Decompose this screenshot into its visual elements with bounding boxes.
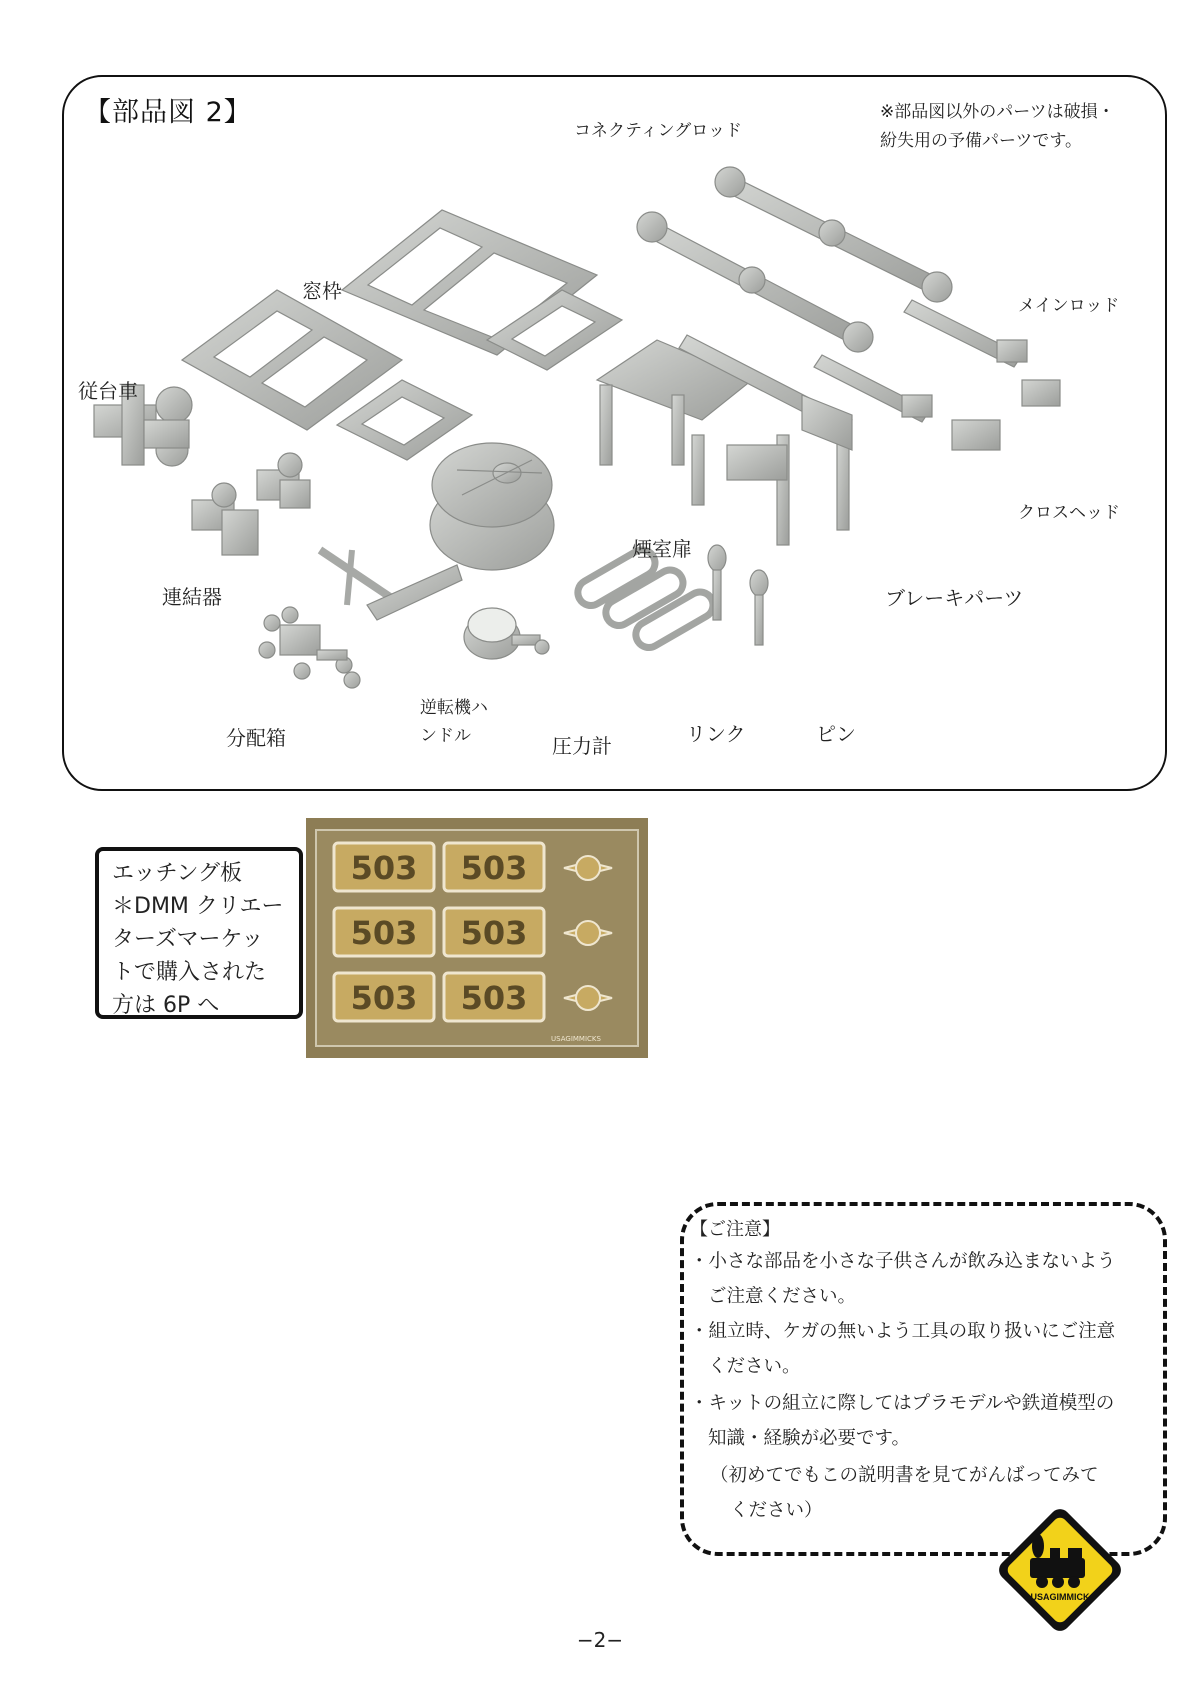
caution-line-2: ご注意ください。: [708, 1286, 857, 1307]
caution-line-5: ・キットの組立に際してはプラモデルや鉄道模型の: [690, 1393, 1115, 1414]
spare-parts-note-line1: ※部品図以外のパーツは破損・: [880, 102, 1115, 122]
usagimmick-logo: [990, 1500, 1130, 1640]
label-pressure-gauge: 圧力計: [552, 734, 612, 758]
etching-note-line5: 方は 6P へ: [112, 993, 220, 1018]
label-reverser-handle-line2: ンドル: [420, 726, 471, 746]
label-main-rod: メインロッド: [1018, 296, 1120, 316]
number-plate-text: 503: [350, 979, 418, 1017]
label-distribution-box: 分配箱: [226, 726, 286, 750]
caution-line-7: （初めてでもこの説明書を見てがんばってみて: [710, 1465, 1099, 1486]
label-trailing-truck: 従台車: [78, 379, 138, 403]
parts-diagram-title: 【部品図 2】: [84, 97, 252, 128]
label-pin: ピン: [816, 722, 856, 746]
label-connecting-rod: コネクティングロッド: [574, 121, 742, 141]
number-plate: [334, 973, 434, 1021]
distribution-box: [259, 607, 360, 688]
number-plate-text: 503: [460, 849, 528, 887]
logo-text: USAGIMMICK: [1030, 1592, 1090, 1602]
etching-sheet-photo: [306, 818, 648, 1058]
number-plate: [444, 973, 544, 1021]
number-plate: [444, 908, 544, 956]
label-link: リンク: [686, 722, 746, 746]
label-crosshead: クロスヘッド: [1018, 503, 1120, 523]
pressure-gauge: [464, 608, 549, 659]
page-number: −2−: [576, 1628, 624, 1652]
crosshead-2: [952, 420, 1000, 450]
caution-title: 【ご注意】: [690, 1219, 780, 1240]
caution-line-1: ・小さな部品を小さな子供さんが飲み込まないよう: [690, 1251, 1116, 1272]
number-plate-text: 503: [350, 914, 418, 952]
label-reverser-handle: [420, 694, 488, 750]
label-reverser-handle-line1: 逆転機ハ: [420, 698, 488, 718]
number-plate: [334, 843, 434, 891]
pins: [708, 545, 768, 645]
label-brake-parts: ブレーキパーツ: [885, 586, 1024, 610]
crosshead-1: [1022, 380, 1060, 406]
spare-parts-note-line2: 紛失用の予備パーツです。: [880, 131, 1082, 151]
coupler-1: [257, 453, 310, 508]
label-coupler: 連結器: [162, 585, 222, 609]
caution-line-6: 知識・経験が必要です。: [708, 1428, 911, 1449]
number-plate-text: 503: [460, 914, 528, 952]
caution-line-8: ください）: [730, 1500, 823, 1521]
number-plate: [334, 908, 434, 956]
etching-note-line3: ターズマーケッ: [112, 927, 264, 952]
spare-parts-note: [880, 98, 1115, 156]
smokebox-door: [430, 443, 554, 570]
etching-sheet-brand: USAGIMMICKS: [551, 1035, 601, 1043]
number-plate: [444, 843, 544, 891]
etching-note-line4: トで購入された: [112, 960, 267, 985]
label-smokebox-door: 煙室扉: [632, 537, 692, 561]
caution-line-3: ・組立時、ケガの無いよう工具の取り扱いにご注意: [690, 1321, 1116, 1342]
label-window-frame: 窓枠: [302, 279, 342, 303]
parts-illustration: [62, 75, 1167, 791]
reverser-handle: [320, 550, 462, 620]
coupler-2: [192, 483, 258, 555]
etching-note-text: [112, 857, 298, 1022]
etching-note-line2: ＊DMM クリエー: [112, 894, 284, 919]
caution-line-4: ください。: [708, 1356, 801, 1377]
number-plate-text: 503: [350, 849, 418, 887]
etching-note-line1: エッチング板: [112, 861, 243, 886]
number-plate-text: 503: [460, 979, 528, 1017]
main-rod-1: [904, 300, 1027, 367]
